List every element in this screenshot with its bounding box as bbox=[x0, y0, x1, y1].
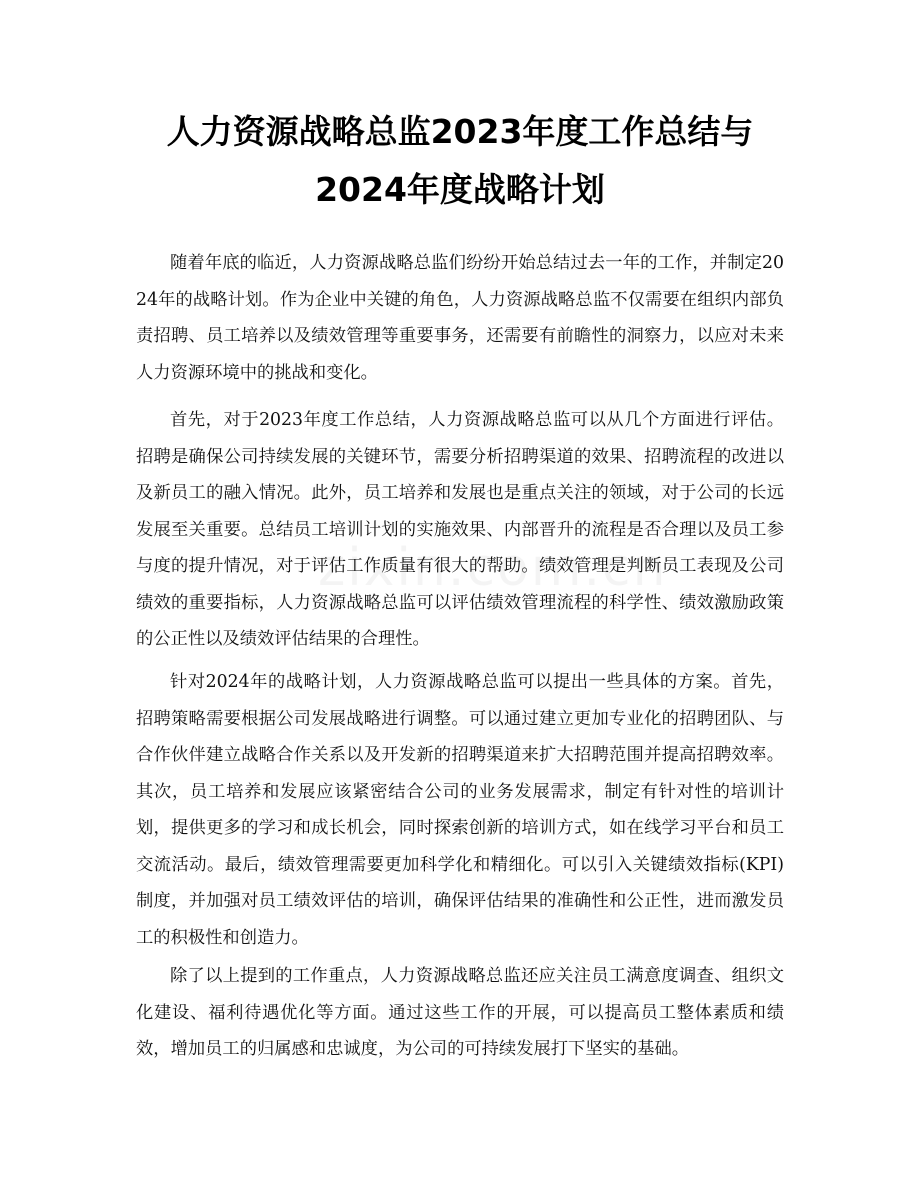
paragraph-intro: 随着年底的临近，人力资源战略总监们纷纷开始总结过去一年的工作，并制定2024年的战略计划。作为企业中关键的角色，人力资源战略总监不仅需要在组织内部负责招聘、员工培养以及绩效管理等重要事务，还需要有前瞻性的洞察力，以应对未来人力资源环境中的挑战和变化。 bbox=[136, 253, 784, 383]
document-title-line-2: 2024年度战略计划 bbox=[315, 170, 605, 209]
paragraph-additional-focus: 除了以上提到的工作重点，人力资源战略总监还应关注员工满意度调查、组织文化建设、福利待遇优化等方面。通过这些工作的开展，可以提高员工整体素质和绩效，增加员工的归属感和忠诚度，为公司的可持续发展打下坚实的基础。 bbox=[136, 966, 784, 1059]
document-title-line-1: 人力资源战略总监2023年度工作总结与 bbox=[166, 112, 754, 151]
paragraph-2024-plan: 针对2024年的战略计划，人力资源战略总监可以提出一些具体的方案。首先，招聘策略需要根据公司发展战略进行调整。可以通过建立更加专业化的招聘团队、与合作伙伴建立战略合作关系以及开发新的招聘渠道来扩大招聘范围并提高招聘效率。其次，员工培养和发展应该紧密结合公司的业务发展需求，制定有针对性的培训计划，提供更多的学习和成长机会，同时探索创新的培训方式，如在线学习平台和员工交流活动。最后，绩效管理需要更加科学化和精细化。可以引入关键绩效指标(KPI)制度，并加强对员工绩效评估的培训，确保评估结果的准确性和公正性，进而激发员工的积极性和创造力。 bbox=[136, 672, 784, 948]
paragraph-2023-summary: 首先，对于2023年度工作总结，人力资源战略总监可以从几个方面进行评估。招聘是确保公司持续发展的关键环节，需要分析招聘渠道的效果、招聘流程的改进以及新员工的融入情况。此外，员工培养和发展也是重点关注的领域，对于公司的长远发展至关重要。总结员工培训计划的实施效果、内部晋升的流程是否合理以及员工参与度的提升情况，对于评估工作质量有很大的帮助。绩效管理是判断员工表现及公司绩效的重要指标，人力资源战略总监可以评估绩效管理流程的科学性、绩效激励政策的公正性以及绩效评估结果的合理性。 bbox=[136, 410, 784, 649]
